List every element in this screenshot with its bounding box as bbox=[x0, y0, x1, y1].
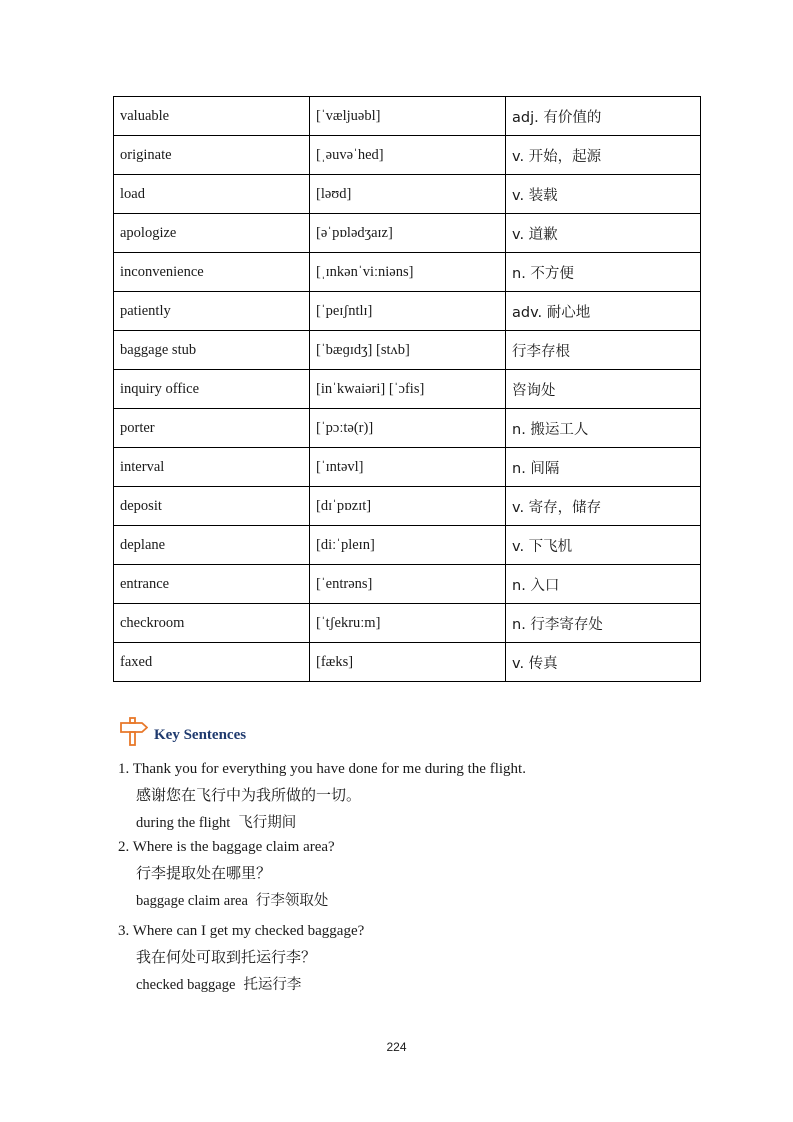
sentence-item bbox=[118, 758, 678, 836]
vocab-word: inconvenience bbox=[114, 253, 310, 292]
key-sentences-header bbox=[118, 715, 246, 747]
vocab-phonetic: [ˈbæɡɪdʒ] [stʌb] bbox=[310, 331, 506, 370]
phrase-english: checked baggage bbox=[136, 977, 236, 993]
phrase-chinese: 行李领取处 bbox=[255, 893, 329, 909]
table-row bbox=[114, 97, 701, 136]
vocab-phonetic: [diːˈpleɪn] bbox=[310, 526, 506, 565]
vocab-meaning: n. 入口 bbox=[506, 565, 701, 604]
vocab-word: load bbox=[114, 175, 310, 214]
phrase-note bbox=[118, 810, 678, 836]
vocab-meaning: v. 装载 bbox=[506, 175, 701, 214]
table-row bbox=[114, 643, 701, 682]
vocab-phonetic: [ləʊd] bbox=[310, 175, 506, 214]
vocab-meaning: n. 搬运工人 bbox=[506, 409, 701, 448]
key-sentences-list bbox=[118, 758, 678, 998]
table-row bbox=[114, 448, 701, 487]
vocab-word: originate bbox=[114, 136, 310, 175]
table-row bbox=[114, 565, 701, 604]
vocab-word: inquiry office bbox=[114, 370, 310, 409]
phrase-english: baggage claim area bbox=[136, 893, 248, 909]
vocab-phonetic: [ˈvæljuəbl] bbox=[310, 97, 506, 136]
key-sentences-title: Key Sentences bbox=[154, 726, 247, 743]
vocab-phonetic: [ˌəuvəˈhed] bbox=[310, 136, 506, 175]
vocab-meaning: v. 传真 bbox=[506, 643, 701, 682]
page-number: 224 bbox=[386, 1040, 407, 1054]
vocabulary-table-body bbox=[114, 97, 701, 682]
sentence-chinese: 感谢您在飞行中为我所做的一切。 bbox=[136, 786, 362, 804]
table-row bbox=[114, 487, 701, 526]
vocab-phonetic: [ˈentrəns] bbox=[310, 565, 506, 604]
vocab-meaning: n. 不方便 bbox=[506, 253, 701, 292]
vocab-word: deposit bbox=[114, 487, 310, 526]
sentence-english: 2. Where is the baggage claim area? bbox=[118, 839, 335, 855]
vocab-meaning: v. 开始，起源 bbox=[506, 136, 701, 175]
vocab-word: interval bbox=[114, 448, 310, 487]
sentence-item bbox=[118, 920, 678, 998]
sentence-english: 3. Where can I get my checked baggage? bbox=[118, 923, 365, 939]
vocab-word: patiently bbox=[114, 292, 310, 331]
vocab-meaning: 行李存根 bbox=[506, 331, 701, 370]
signpost-icon bbox=[118, 716, 148, 746]
sentence-chinese: 我在何处可取到托运行李？ bbox=[136, 948, 317, 966]
phrase-chinese: 飞行期间 bbox=[238, 815, 297, 831]
table-row bbox=[114, 253, 701, 292]
table-row bbox=[114, 136, 701, 175]
vocab-phonetic: [ˈpɔːtə(r)] bbox=[310, 409, 506, 448]
sentence-item bbox=[118, 836, 678, 914]
vocab-word: apologize bbox=[114, 214, 310, 253]
phrase-chinese: 托运行李 bbox=[243, 977, 302, 993]
table-row bbox=[114, 370, 701, 409]
table-row bbox=[114, 604, 701, 643]
vocab-word: checkroom bbox=[114, 604, 310, 643]
table-row bbox=[114, 409, 701, 448]
sentence-english: 1. Thank you for everything you have done for me during the flight. bbox=[118, 761, 526, 777]
vocab-phonetic: [ˈɪntəvl] bbox=[310, 448, 506, 487]
vocabulary-table bbox=[113, 96, 701, 682]
vocab-word: deplane bbox=[114, 526, 310, 565]
table-row bbox=[114, 526, 701, 565]
vocab-phonetic: [ˈtʃekruːm] bbox=[310, 604, 506, 643]
vocab-phonetic: [dɪˈpɒzɪt] bbox=[310, 487, 506, 526]
vocab-meaning: v. 下飞机 bbox=[506, 526, 701, 565]
vocab-meaning: 咨询处 bbox=[506, 370, 701, 409]
phrase-note bbox=[118, 888, 678, 914]
vocab-phonetic: [ˈpeɪʃntlɪ] bbox=[310, 292, 506, 331]
phrase-note bbox=[118, 972, 678, 998]
table-row bbox=[114, 292, 701, 331]
vocab-meaning: n. 间隔 bbox=[506, 448, 701, 487]
vocab-meaning: v. 道歉 bbox=[506, 214, 701, 253]
table-row bbox=[114, 214, 701, 253]
vocab-word: entrance bbox=[114, 565, 310, 604]
table-row bbox=[114, 331, 701, 370]
vocab-meaning: adj. 有价值的 bbox=[506, 97, 701, 136]
vocab-meaning: adv. 耐心地 bbox=[506, 292, 701, 331]
table-row bbox=[114, 175, 701, 214]
vocab-phonetic: [fæks] bbox=[310, 643, 506, 682]
vocab-meaning: n. 行李寄存处 bbox=[506, 604, 701, 643]
vocab-meaning: v. 寄存，储存 bbox=[506, 487, 701, 526]
phrase-english: during the flight bbox=[136, 815, 231, 831]
vocab-phonetic: [inˈkwaiəri] [ˈɔfis] bbox=[310, 370, 506, 409]
vocab-word: porter bbox=[114, 409, 310, 448]
vocab-phonetic: [ˌɪnkənˈviːniəns] bbox=[310, 253, 506, 292]
vocab-phonetic: [əˈpɒlədʒaɪz] bbox=[310, 214, 506, 253]
sentence-chinese: 行李提取处在哪里？ bbox=[136, 864, 272, 882]
vocab-word: baggage stub bbox=[114, 331, 310, 370]
vocab-word: faxed bbox=[114, 643, 310, 682]
vocab-word: valuable bbox=[114, 97, 310, 136]
